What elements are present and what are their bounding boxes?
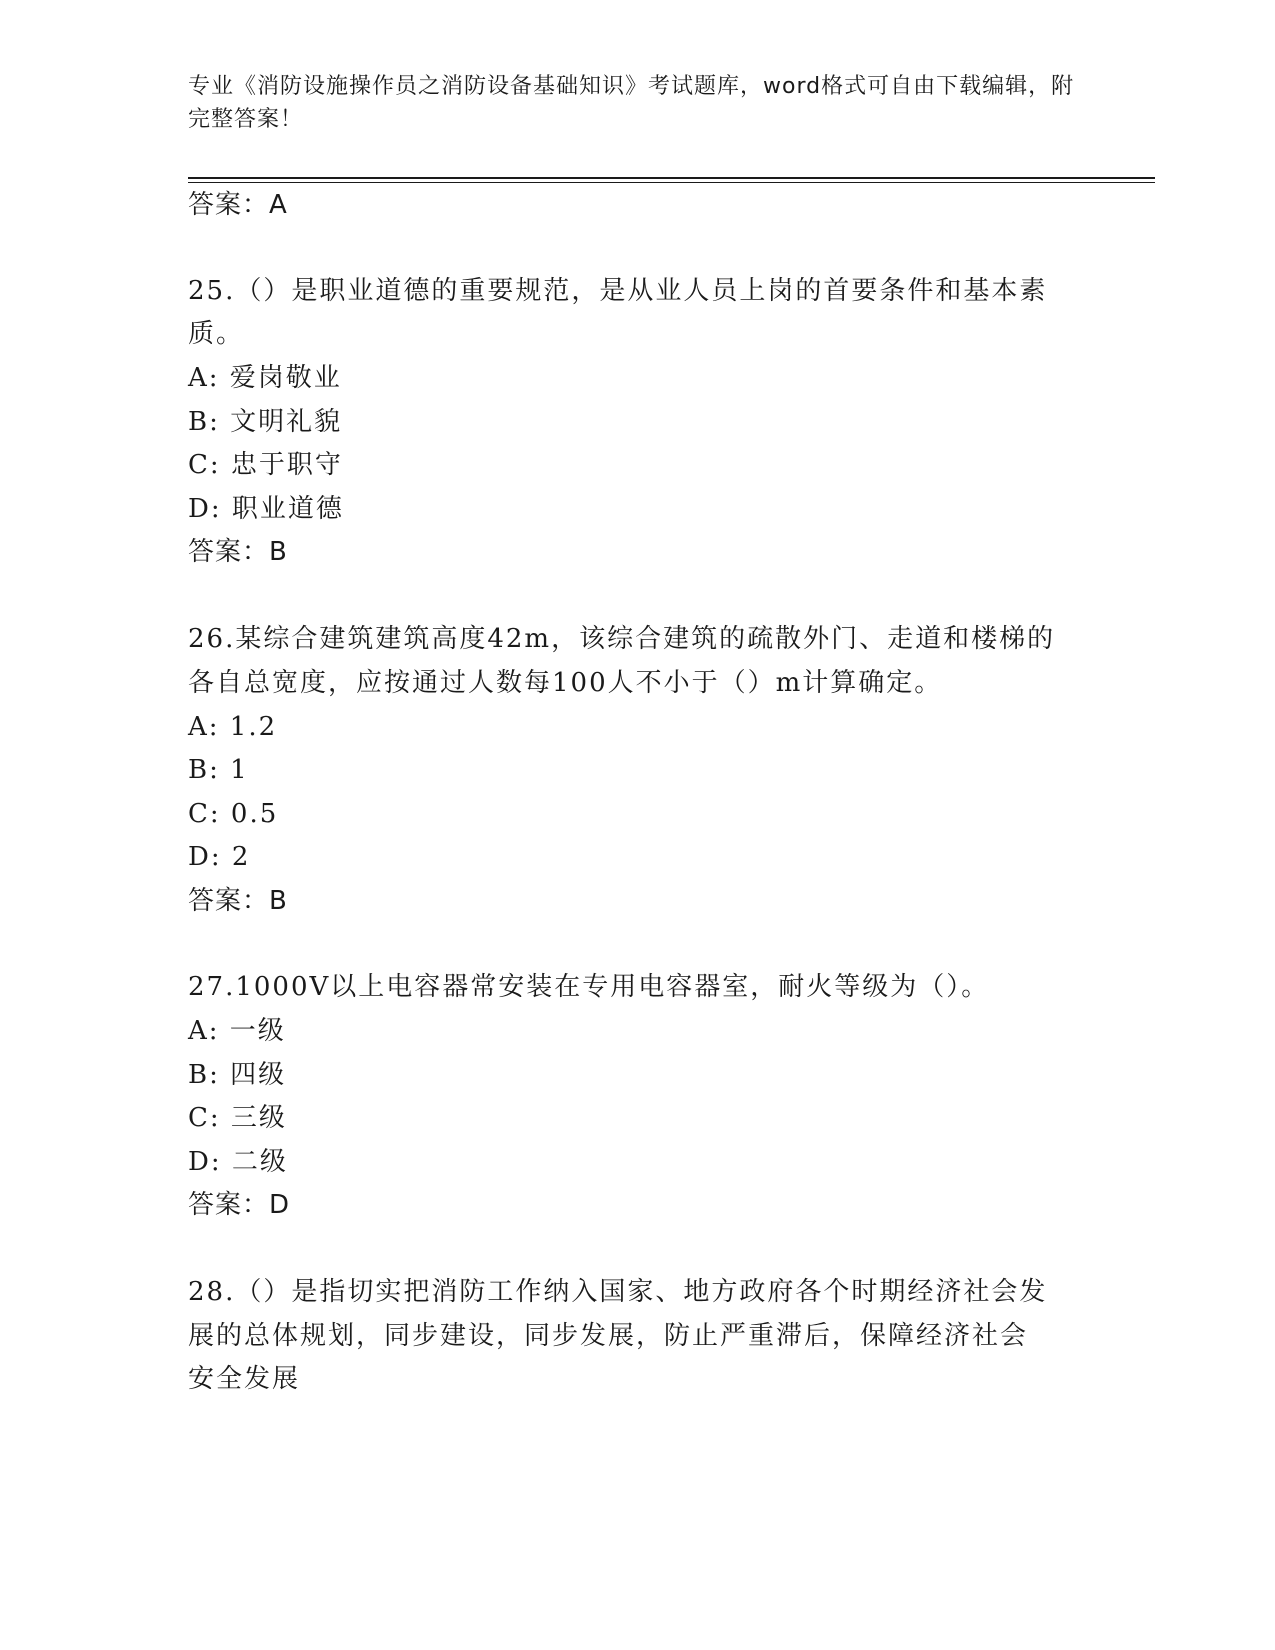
document-header: 专业《消防设施操作员之消防设备基础知识》考试题库，word格式可自由下载编辑，附完整答案！ [188,74,1075,132]
answer-line: 答案：D [188,1190,291,1220]
question-stem: 展的总体规划，同步建设，同步发展，防止严重滞后，保障经济社会 [188,1321,1029,1351]
option-d: D: 2 [188,842,251,872]
question-stem: 27.1000V以上电容器常安装在专用电容器室，耐火等级为（）。 [188,972,990,1002]
question-stem: 26.某综合建筑建筑高度42m，该综合建筑的疏散外门、走道和楼梯的 [188,624,1056,654]
answer-line: 答案：B [188,886,288,916]
header-divider [188,177,1155,179]
option-b: B: 1 [188,755,249,785]
answer-line: 答案：B [188,537,288,567]
option-b: B: 四级 [188,1060,287,1090]
option-c: C: 0.5 [188,799,279,829]
question-stem: 质。 [188,319,245,349]
option-b: B: 文明礼貌 [188,407,343,437]
answer-line: 答案：A [188,190,288,220]
header-divider-thin [188,182,1155,183]
question-stem: 各自总宽度，应按通过人数每100人不小于（）m计算确定。 [188,668,943,698]
option-d: D: 二级 [188,1147,288,1177]
option-c: C: 忠于职守 [188,450,343,480]
option-c: C: 三级 [188,1103,287,1133]
question-stem: 28.（）是指切实把消防工作纳入国家、地方政府各个时期经济社会发 [188,1277,1048,1307]
option-a: A: 一级 [188,1016,286,1046]
question-stem: 安全发展 [188,1364,301,1394]
option-d: D: 职业道德 [188,494,344,524]
question-stem: 25.（）是职业道德的重要规范，是从业人员上岗的首要条件和基本素 [188,276,1048,306]
option-a: A: 爱岗敬业 [188,363,342,393]
option-a: A: 1.2 [188,712,278,742]
